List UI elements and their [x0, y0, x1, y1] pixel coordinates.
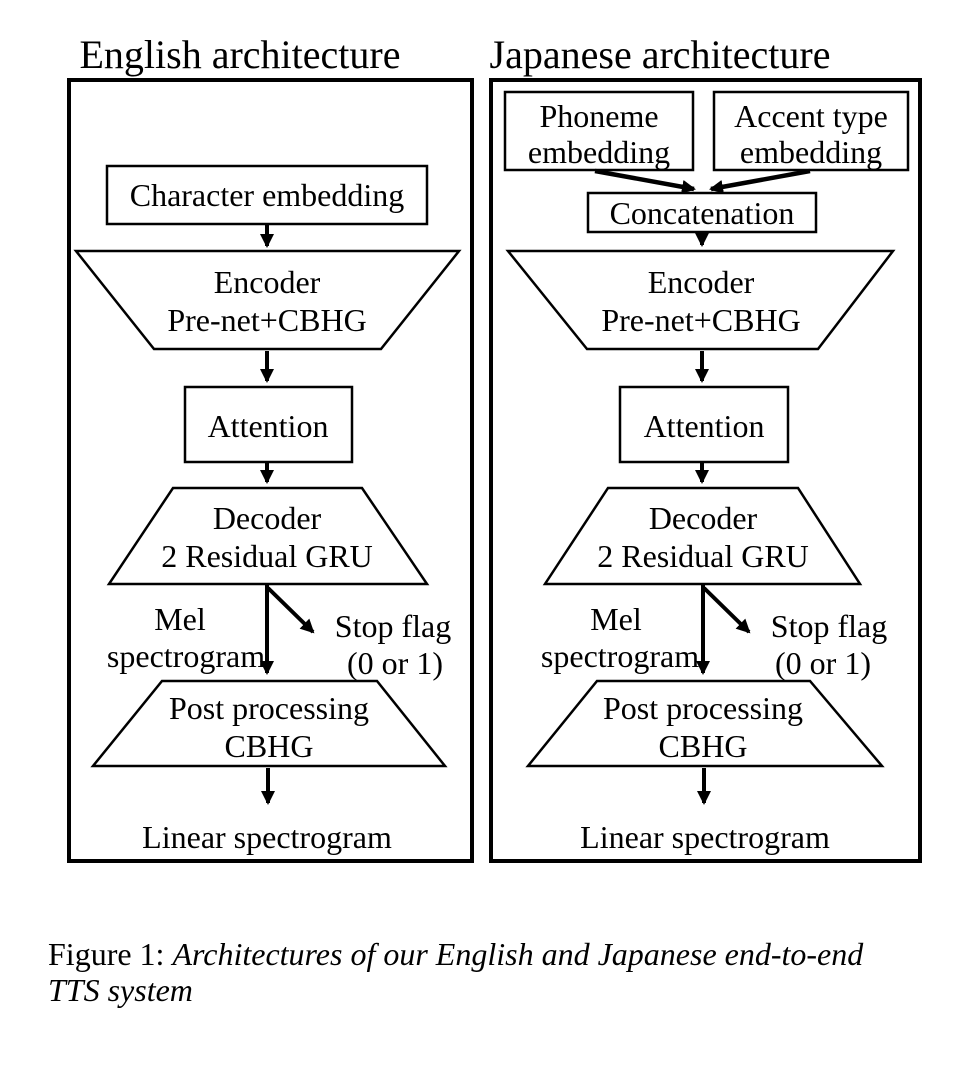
- panel-title-english: English architecture: [79, 32, 401, 77]
- encoder-label-line1: Encoder: [213, 264, 321, 300]
- post-processing-label-line2: CBHG: [224, 728, 314, 764]
- attention-label: Attention: [643, 408, 765, 444]
- encoder-label-line1: Encoder: [647, 264, 755, 300]
- caption-line1: [48, 936, 948, 972]
- phoneme-embedding-label-line2: embedding: [527, 134, 671, 170]
- encoder-label-line2: Pre-net+CBHG: [601, 302, 801, 338]
- stop-flag-label-line1: Stop flag: [334, 608, 452, 644]
- caption-italic-line1: Architectures of our English and Japanese end-to-end: [172, 936, 864, 972]
- english-architecture-panel: [69, 32, 472, 861]
- accent-type-embedding-label-line2: embedding: [739, 134, 883, 170]
- decoder-label-line1: Decoder: [212, 500, 322, 536]
- decoder-label-line2: 2 Residual GRU: [597, 538, 809, 574]
- panel-title-japanese: Japanese architecture: [489, 32, 831, 77]
- decoder-label-line2: 2 Residual GRU: [161, 538, 373, 574]
- decoder-label-line1: Decoder: [648, 500, 758, 536]
- mel-spectrogram-label-line2: spectrogram: [540, 638, 700, 674]
- arrow-decoder-to-stopflag: [704, 588, 749, 632]
- japanese-architecture-panel: [490, 32, 920, 861]
- accent-type-embedding-label-line1: Accent type: [734, 98, 888, 134]
- post-processing-label-line2: CBHG: [658, 728, 748, 764]
- character-embedding-label: Character embedding: [129, 177, 405, 213]
- linear-spectrogram-label: Linear spectrogram: [142, 819, 392, 855]
- mel-spectrogram-label-line2: spectrogram: [106, 638, 266, 674]
- post-processing-label-line1: Post processing: [169, 690, 369, 726]
- caption-line2: [48, 972, 948, 1008]
- encoder-label-line2: Pre-net+CBHG: [167, 302, 367, 338]
- stop-flag-label-line2: (0 or 1): [347, 645, 443, 681]
- figure-caption: [48, 936, 948, 1008]
- linear-spectrogram-label: Linear spectrogram: [580, 819, 830, 855]
- post-processing-label-line1: Post processing: [603, 690, 803, 726]
- attention-label: Attention: [207, 408, 329, 444]
- mel-spectrogram-label-line1: Mel: [590, 601, 642, 637]
- concatenation-label: Concatenation: [609, 195, 795, 231]
- stop-flag-label-line2: (0 or 1): [775, 645, 871, 681]
- mel-spectrogram-label-line1: Mel: [154, 601, 206, 637]
- phoneme-embedding-label-line1: Phoneme: [539, 98, 659, 134]
- stop-flag-label-line1: Stop flag: [770, 608, 888, 644]
- caption-prefix: Figure 1:: [48, 936, 173, 972]
- arrow-phoneme-to-concat: [595, 171, 694, 189]
- arrow-accent-to-concat: [711, 171, 810, 189]
- caption-italic-line2: TTS system: [48, 972, 193, 1008]
- arrow-decoder-to-stopflag: [268, 588, 313, 632]
